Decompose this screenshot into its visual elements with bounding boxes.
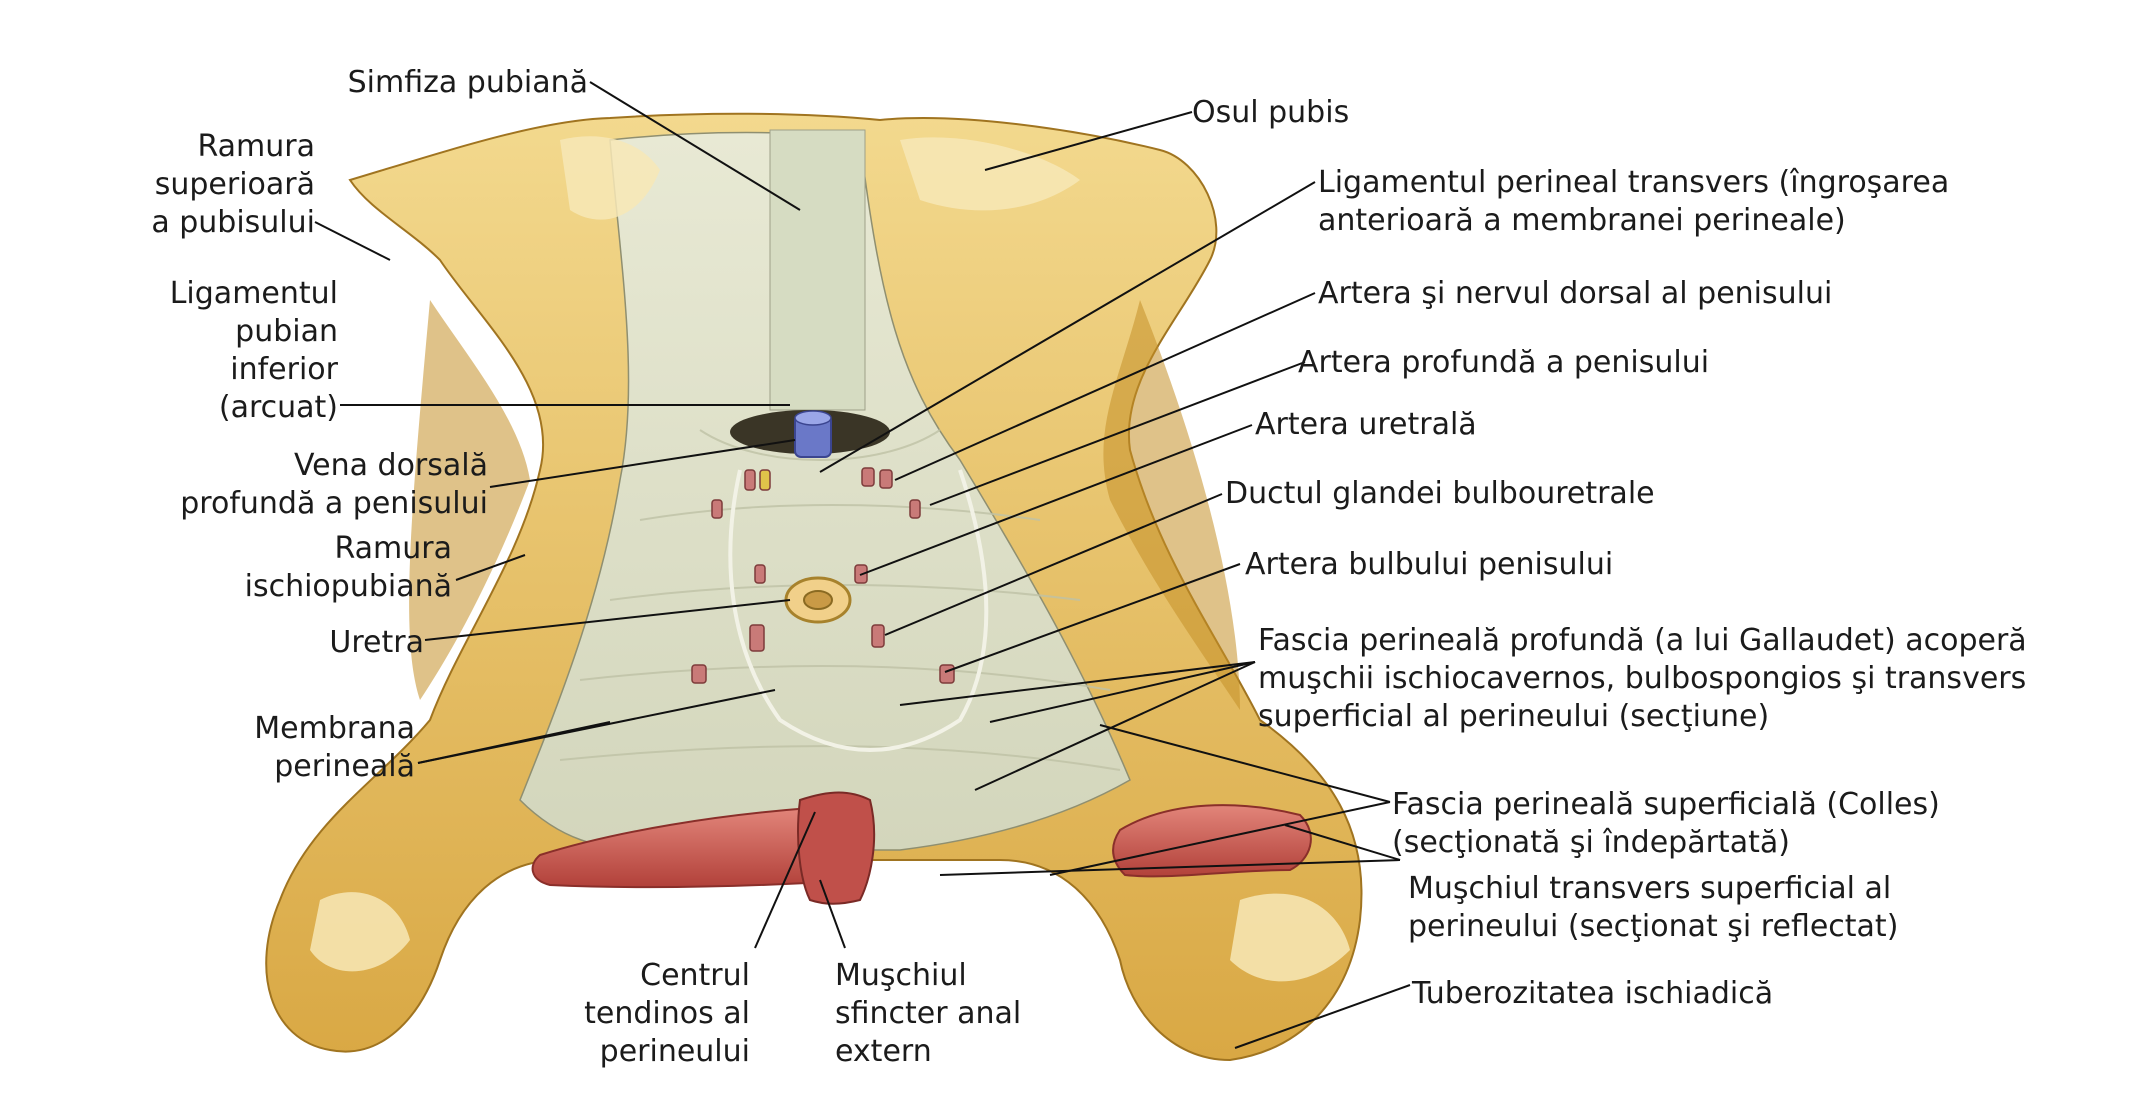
label-artera-profunda: Artera profundă a penisului xyxy=(1298,345,1710,380)
urethra xyxy=(786,578,850,622)
label-fascia-superficiala: Fascia perineală superficială (Colles) (secţionată şi îndepărtată) xyxy=(1392,787,1940,860)
label-ramura-ischiopubiana: Ramura ischiopubiană xyxy=(244,531,452,604)
label-artera-uretrala: Artera uretrală xyxy=(1255,407,1477,442)
anal-sphincter xyxy=(798,793,874,904)
label-centrul-tendinos: Centrul tendinos al perineului xyxy=(584,958,750,1069)
label-osul-pubis: Osul pubis xyxy=(1192,95,1350,130)
label-tuberozitatea-ischiadica: Tuberozitatea ischiadică xyxy=(1412,976,1774,1011)
label-ductul-glandei: Ductul glandei bulbouretrale xyxy=(1225,476,1655,511)
deep-dorsal-vein xyxy=(795,411,831,457)
label-vena-dorsala: Vena dorsală profundă a penisului xyxy=(180,448,488,521)
label-muschiul-transvers: Muşchiul transvers superficial al perineului (secţionat şi reflectat) xyxy=(1408,871,1899,944)
label-artera-nervul-dorsal: Artera şi nervul dorsal al penisului xyxy=(1318,276,1833,311)
label-ligamentul-perineal-transvers: Ligamentul perineal transvers (îngroşarea anterioară a membranei perineale) xyxy=(1318,165,1950,238)
label-muschiul-sfincter: Muşchiul sfincter anal extern xyxy=(835,958,1022,1069)
label-artera-bulbului: Artera bulbului penisului xyxy=(1245,547,1614,582)
label-fascia-profunda: Fascia perineală profundă (a lui Gallaudet) acoperă muşchii ischiocavernos, bulbospongios şi transvers superficial al perineului (secţiune) xyxy=(1258,623,2027,734)
label-ligamentul-pubian-inferior: Ligamentul pubian inferior (arcuat) xyxy=(169,276,338,425)
symphysis-band xyxy=(770,130,865,410)
label-uretra: Uretra xyxy=(329,625,424,660)
label-simfiza-pubiana: Simfiza pubiană xyxy=(347,65,588,100)
label-membrana-perineala: Membrana perineală xyxy=(254,711,415,784)
label-ramura-superioara: Ramura superioară a pubisului xyxy=(151,129,315,240)
leader-ramura-sup xyxy=(315,222,390,260)
